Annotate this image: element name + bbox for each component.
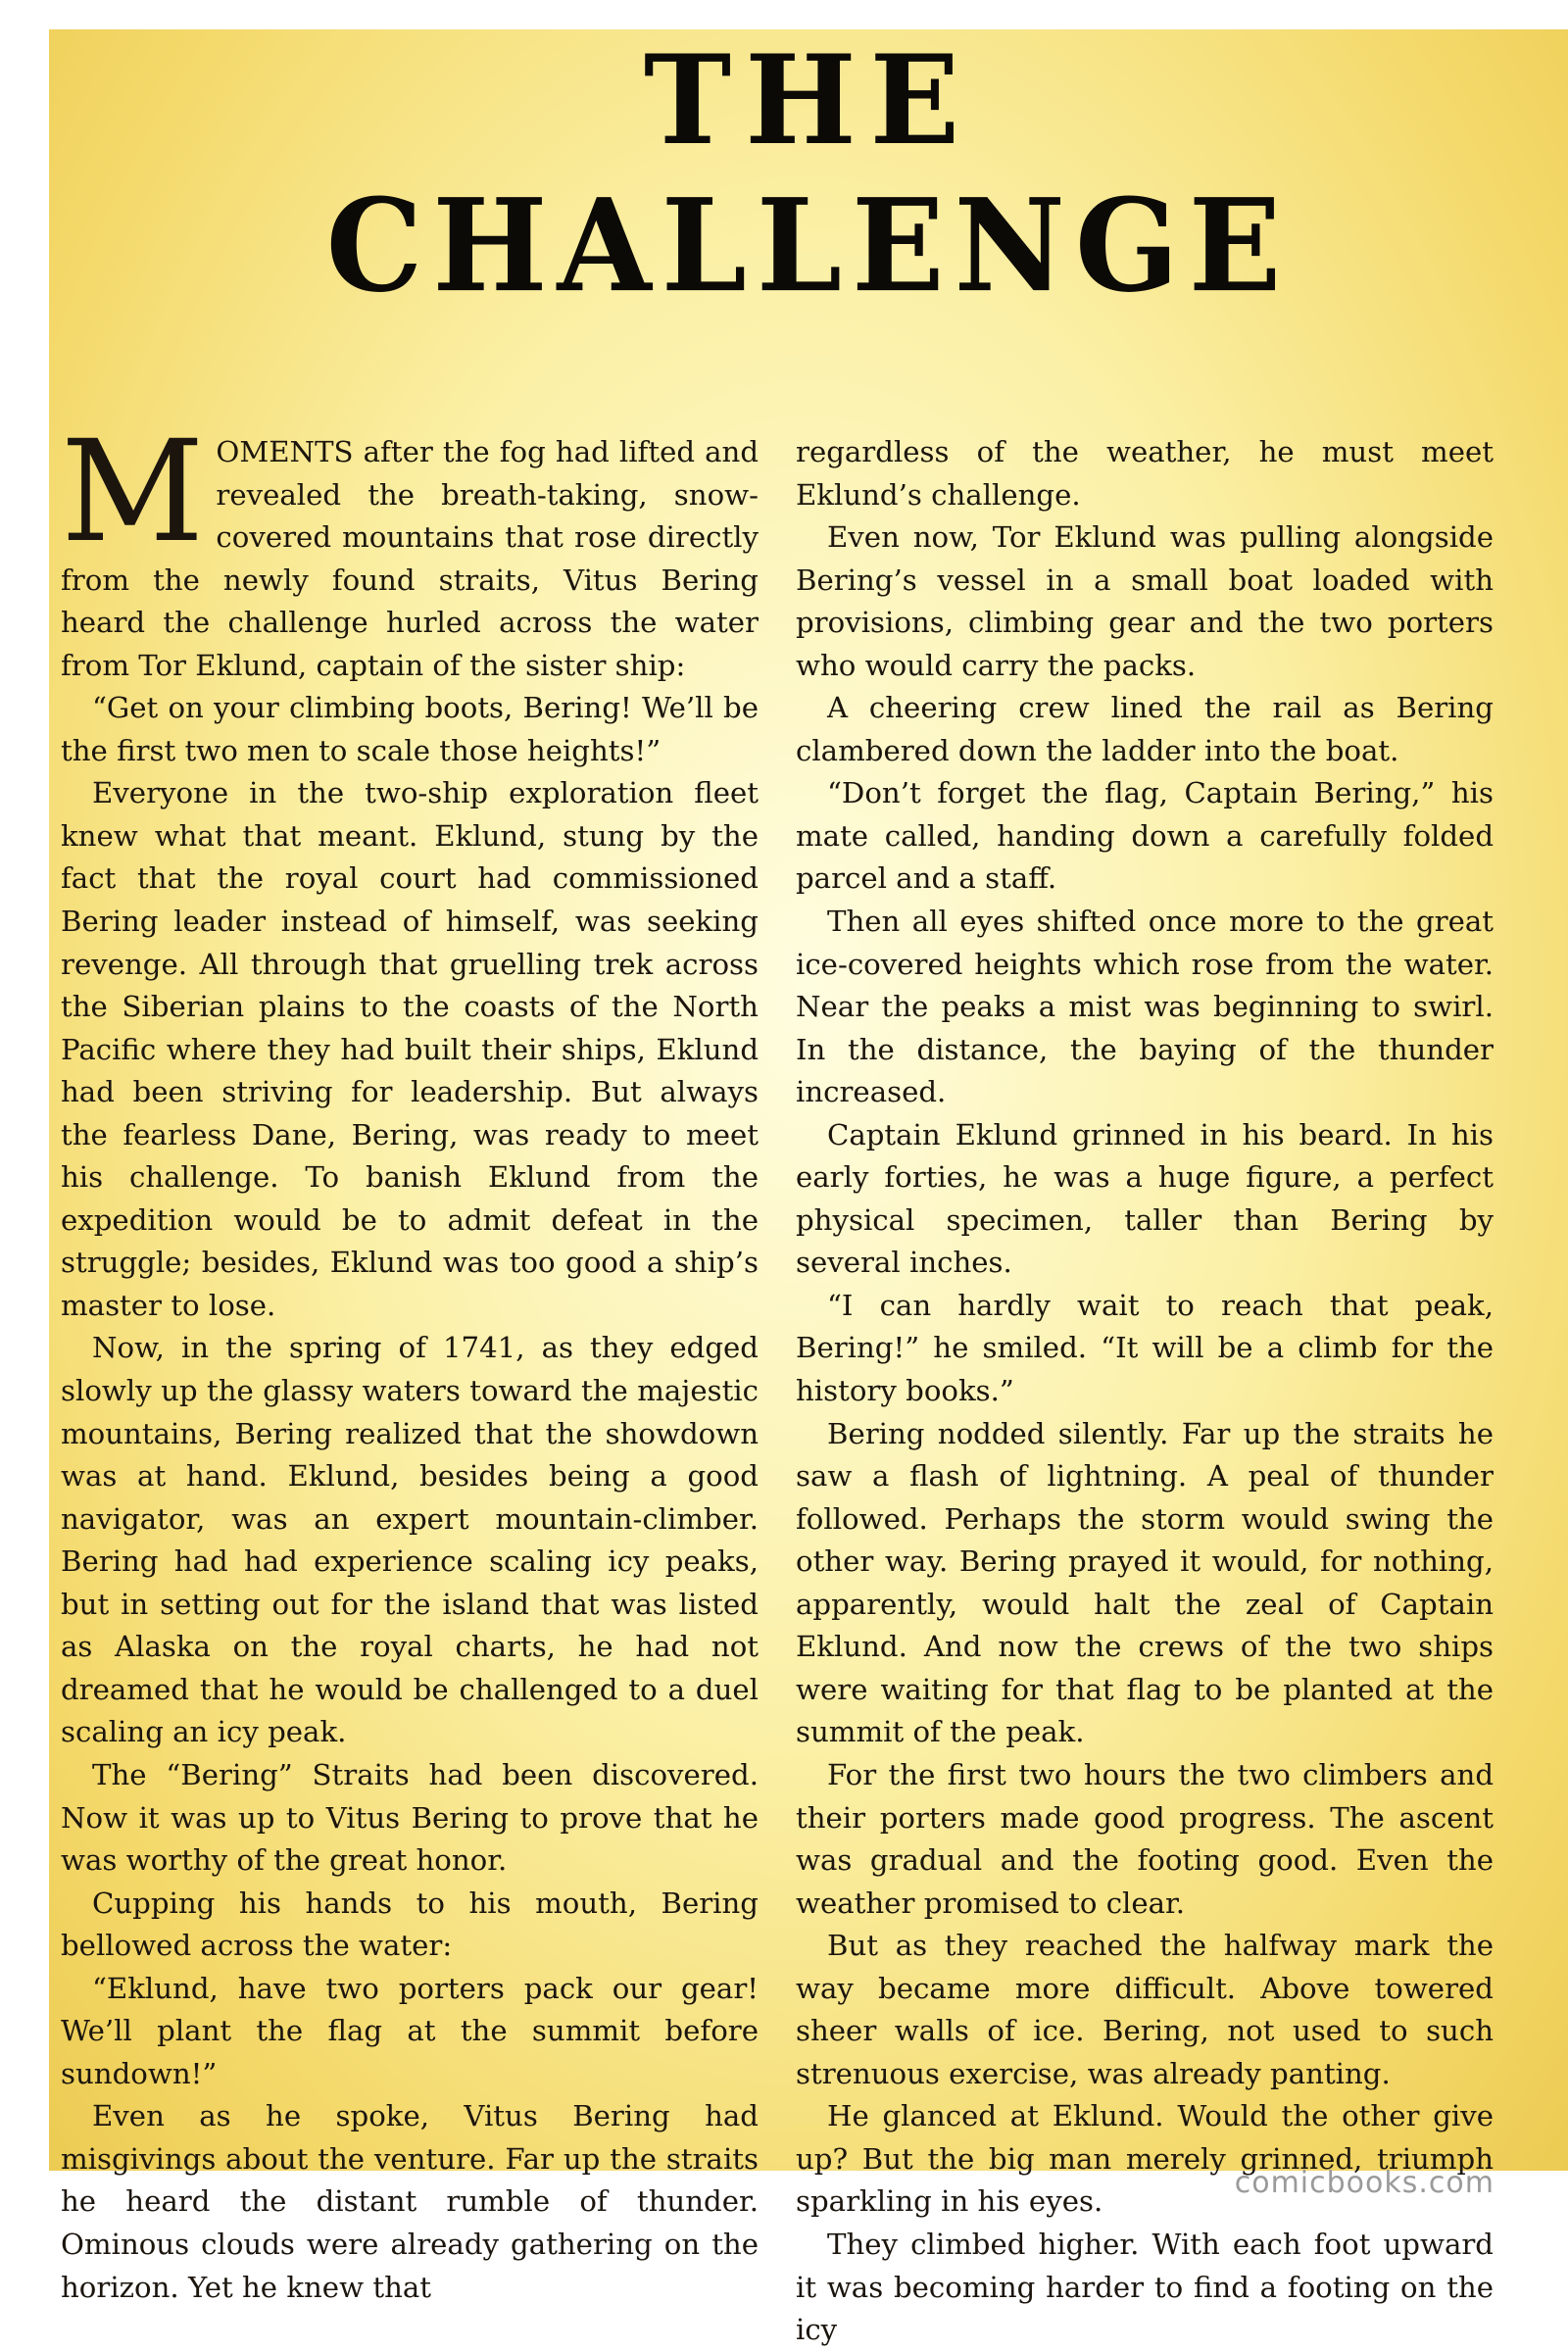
paragraph: The “Bering” Straits had been discovered. Now it was up to Vitus Bering to prove that he was worthy of the great honor.: [61, 1757, 759, 1878]
paragraph: Then all eyes shifted once more to the great ice-covered heights which rose from the water. Near the peaks a mist was beginning to swirl. In the distance, the baying of the thunder increased.: [796, 905, 1494, 1109]
paragraph: Bering nodded silently. Far up the straits he saw a flash of lightning. A peal of thunder followed. Perhaps the storm would swing the other way. Bering prayed it would, for nothing, apparently, would halt the zeal of Captain Eklund. And now the crews of the two ships were waiting for that flag to be planted at the summit of the peak.: [796, 1416, 1494, 1749]
paragraph: Now, in the spring of 1741, as they edged slowly up the glassy waters toward the majestic mountains, Bering realized that the showdown was at hand. Eklund, besides being a good navigator, was an expert mountain-climber. Bering had had experience scaling icy peaks, but in setting out for the island that was listed as Alaska on the royal charts, he had not dreamed that he would be challenged to a duel scaling an icy peak.: [61, 1331, 759, 1749]
paragraph: They climbed higher. With each foot upward it was becoming harder to find a footing on the icy: [796, 2227, 1494, 2347]
paragraph: regardless of the weather, he must meet Eklund’s challenge.: [796, 435, 1494, 512]
paragraph: MOMENTS after the fog had lifted and revealed the breath-taking, snow-covered mountains that rose directly from the newly found straits, Vitus Bering heard the challenge hurled across the water from Tor Eklund, captain of the sister ship:: [61, 410, 759, 682]
paragraph: Even as he spoke, Vitus Bering had misgivings about the venture. Far up the straits he heard the distant rumble of thunder. Ominous clouds were already gathering on the horizon. Yet he knew that: [61, 2099, 759, 2304]
paragraph: But as they reached the halfway mark the way became more difficult. Above towered sheer walls of ice. Bering, not used to such strenuous exercise, was already panting.: [796, 1929, 1494, 2090]
paragraph: “Get on your climbing boots, Bering! We’ll be the first two men to scale those heights!”: [61, 691, 759, 767]
text-column-left: [61, 410, 759, 2309]
paragraph: Even now, Tor Eklund was pulling alongside Bering’s vessel in a small boat loaded with provisions, climbing gear and the two porters who would carry the packs.: [796, 520, 1494, 682]
paragraph: Captain Eklund grinned in his beard. In his early forties, he was a huge figure, a perfect physical specimen, taller than Bering by several inches.: [796, 1117, 1494, 1280]
story-title-line-2: CHALLENGE: [325, 172, 1292, 321]
paragraph: “I can hardly wait to reach that peak, Bering!” he smiled. “It will be a climb for the history books.”: [796, 1288, 1494, 1408]
paragraph: “Eklund, have two porters pack our gear! We’ll plant the flag at the summit before sundown!”: [61, 1971, 759, 2090]
paragraph: For the first two hours the two climbers and their porters made good progress. The ascent was gradual and the footing good. Even the weather promised to clear.: [796, 1757, 1494, 1920]
drop-cap: M: [61, 410, 205, 573]
paragraph: A cheering crew lined the rail as Bering clambered down the ladder into the boat.: [796, 691, 1494, 767]
text-column-right: [796, 431, 1494, 2352]
paragraph: He glanced at Eklund. Would the other give up? But the big man merely grinned, triumph sparkling in his eyes.: [796, 2099, 1494, 2219]
site-watermark: comicbooks.com: [1234, 2166, 1494, 2200]
paragraph: Cupping his hands to his mouth, Bering bellowed across the water:: [61, 1886, 759, 1963]
paragraph: Everyone in the two-ship exploration fleet knew what that meant. Eklund, stung by the fact that the royal court had commissioned Bering leader instead of himself, was seeking revenge. All through that gruelling trek across the Siberian plains to the coasts of the North Pacific where they had built their ships, Eklund had been striving for leadership. But always the fearless Dane, Bering, was ready to meet his challenge. To banish Eklund from the expedition would be to admit defeat in the struggle; besides, Eklund was too good a ship’s master to lose.: [61, 776, 759, 1322]
story-title-line-1: THE: [643, 27, 974, 173]
paragraph: “Don’t forget the flag, Captain Bering,” his mate called, handing down a carefully folded parcel and a staff.: [796, 776, 1494, 896]
